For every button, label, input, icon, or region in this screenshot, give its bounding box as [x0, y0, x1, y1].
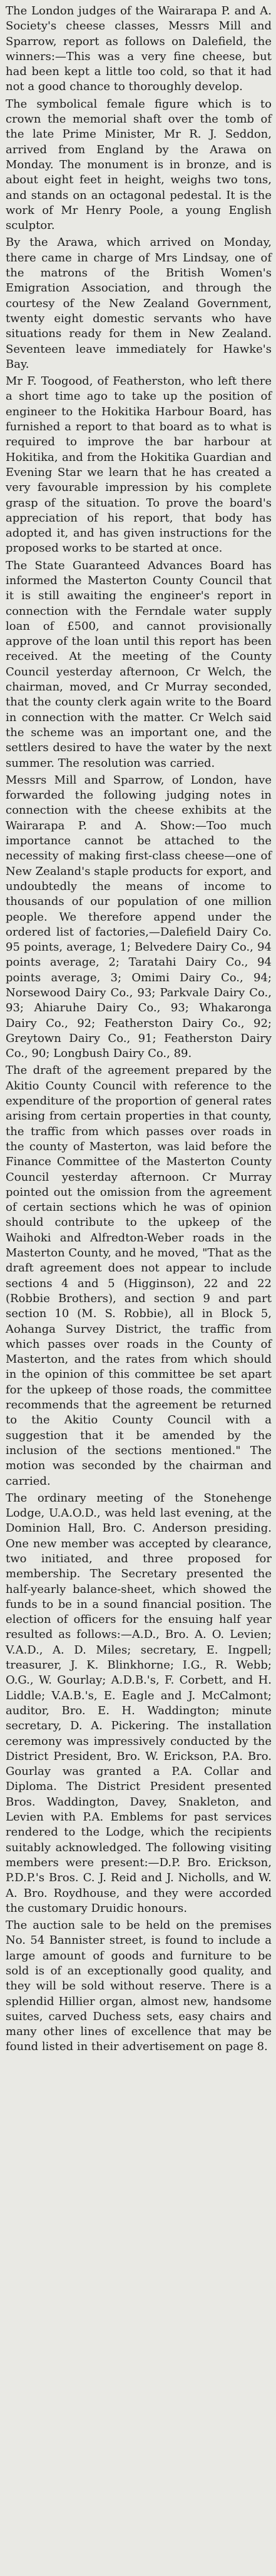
news-item-auction-sale: The auction sale to be held on the premises No. 54 Bannister street, is found to include a large amount of goods and furniture to be sold is of an exceptionally good quality, and they will be sold without reserve. There is a splendid Hillier organ, almost new, handsome suites, carved Duchess sets, easy chairs and many other lines of excellence that may be found listed in their advertisement on page 8.	[6, 1919, 272, 2054]
news-item-hokitika-harbour: Mr F. Toogood, of Featherston, who left there a short time ago to take up the position of engineer to the Hokitika Harbour Board, has furnished a report to that board as to what is required to improve the bar harbour at Hokitika, and from the Hokitika Guardian and Evening Star we learn that he has created a very favourable impression by his complete grasp of the situation. To prove the board's appreciation of his report, that body has adopted it, and has given instructions for the proposed works to be started at once.	[6, 375, 272, 555]
news-item-seddon-memorial: The symbolical female figure which is to crown the memorial shaft over the tomb of the late Prime Minister, Mr R. J. Seddon, arrived from England by the Arawa on Monday. The monument is in bronze, and is about eight feet in height, weighs two tons, and stands on an octagonal pedestal. It is the work of Mr Henry Poole, a young English sculptor.	[6, 97, 272, 233]
news-item-cheese-judging-notes: Messrs Mill and Sparrow, of London, have forwarded the following judging notes in connection with the cheese exhibits at the Wairarapa P. and A. Show:—Too much importance cannot be attached to the necessity of making first-class cheese—one of New Zealand's staple products for export, and undoubtedly the means of income to thousands of our population of one million people. We therefore append under the ordered list of factories,—Dalefield Dairy Co. 95 points, average, 1; Belvedere Dairy Co., 94 points average, 2; Taratahi Dairy Co., 94 points average, 3; Omimi Dairy Co., 94; Norsewood Dairy Co., 93; Parkvale Dairy Co., 93; Ahiaruhe Dairy Co., 93; Whakaronga Dairy Co., 92; Featherston Dairy Co., 92; Greytown Dairy Co., 91; Featherston Dairy Co., 90; Longbush Dairy Co., 89.	[6, 773, 272, 1061]
news-item-advances-board: The State Guaranteed Advances Board has informed the Masterton County Council that it is still awaiting the engineer's report in connection with the Ferndale water supply loan of £500, and cannot provisionally approve of the loan until this report has been received. At the meeting of the County Council yesterday afternoon, Cr Welch, the chairman, moved, and Cr Murray seconded, that the county clerk again write to the Board in connection with the matter. Cr Welch said the scheme was an important one, and the settlers desired to have the water by the next summer. The resolution was carried.	[6, 558, 272, 770]
news-item-arawa-arrivals: By the Arawa, which arrived on Monday, there came in charge of Mrs Lindsay, one of the matrons of the British Women's Emigration Association, and through the courtesy of the New Zealand Government, twenty eight domestic servants who have situations ready for them in New Zealand. Seventeen leave immediately for Hawke's Bay.	[6, 236, 272, 371]
news-item-stonehenge-lodge: The ordinary meeting of the Stonehenge Lodge, U.A.O.D., was held last evening, at the Dominion Hall, Bro. C. Anderson presiding. One new member was accepted by clearance, two initiated, and three proposed for membership. The Secretary presented the half-yearly balance-sheet, which showed the funds to be in a sound financial position. The election of officers for the ensuing half year resulted as follows:—A.D., Bro. A. O. Levien; V.A.D., A. D. Miles; secretary, E. Ingpell; treasurer, J. K. Blinkhorne; I.G., R. Webb; O.G., W. Gourlay; A.D.B.'s, F. Corbett, and H. Liddle; V.A.B.'s, E. Eagle and J. McCalmont; auditor, Bro. E. H. Waddington; minute secretary, D. A. Pickering. The installation ceremony was impressively conducted by the District President, Bro. W. Erickson, P.A. Bro. Gourlay was granted a P.A. Collar and Diploma. The District President presented Bros. Waddington, Davey, Snakleton, and Levien with P.A. Emblems for past services rendered to the Lodge, which the recipients suitably acknowledged. The following visiting members were present:—D.P. Bro. Erickson, P.D.P.'s Bros. C. J. Reid and J. Nicholls, and W. A. Bro. Roydhouse, and they were accorded the customary Druidic honours.	[6, 1491, 272, 1915]
news-item-akitio-agreement: The draft of the agreement prepared by the Akitio County Council with reference to the expenditure of the proportion of general rates arising from certain properties in that county, the traffic from which passes over roads in the county of Masterton, was laid before the Finance Committee of the Masterton County Council yesterday afternoon. Cr Murray pointed out the omission from the agreement of certain sections which he was of opinion should contribute to the upkeep of the Waihoki and Alfredton-Weber roads in the Masterton County, and he moved, "That as the draft agreement does not appear to include sections 4 and 5 (Higginson), 22 and 22 (Robbie Brothers), and section 9 and part section 10 (M. S. Robbie), all in Block 5, Aohanga Survey District, the traffic from which passes over roads in the County of Masterton, and the rates from which should in the opinion of this committee be set apart for the upkeep of those roads, the committee recommends that the agreement be returned to the Akitio County Council with a suggestion that it be amended by the inclusion of the sections mentioned." The motion was seconded by the chairman and carried.	[6, 1064, 272, 1488]
news-item-cheese-judges: The London judges of the Wairarapa P. and A. Society's cheese classes, Messrs Mill and Sparrow, report as follows on Dalefield, the winners:—This was a very fine cheese, but had been kept a little too cold, so that it had not a good chance to thoroughly develop.	[6, 4, 272, 94]
